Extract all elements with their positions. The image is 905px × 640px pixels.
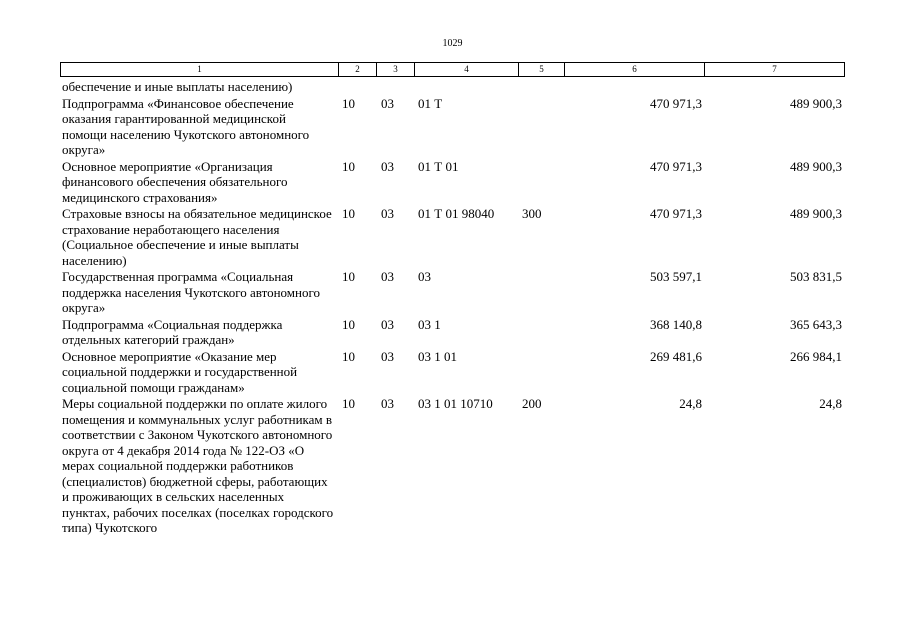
row-amount-2022: 470 971,3 xyxy=(650,206,702,221)
row-amount-2022: 24,8 xyxy=(679,396,702,411)
row-amount-2022: 470 971,3 xyxy=(650,95,702,111)
table-row xyxy=(60,96,844,159)
row-subsection xyxy=(376,79,414,96)
row-section: 10 xyxy=(342,269,355,284)
row-expense-type xyxy=(518,96,564,159)
row-amount-2023: 489 900,3 xyxy=(790,206,842,221)
row-name: Подпрограмма «Финансовое обеспечение оказания гарантированной медицинской помощи населению Чукотского автономного округа» xyxy=(62,95,310,157)
column-header-row xyxy=(61,63,845,77)
row-target-article: 01 Т 01 98040 xyxy=(418,206,495,221)
row-amount-2023: 24,8 xyxy=(819,396,842,411)
row-subsection: 03 xyxy=(381,396,394,411)
row-amount-2022: 368 140,8 xyxy=(650,316,702,332)
row-amount-2023: 489 900,3 xyxy=(790,95,842,111)
column-header-7: 7 xyxy=(705,63,845,77)
row-section: 10 xyxy=(342,206,355,221)
column-header-1: 1 xyxy=(61,63,339,77)
budget-table xyxy=(60,79,844,537)
row-subsection: 03 xyxy=(381,269,394,284)
table-row xyxy=(60,159,844,207)
row-expense-type xyxy=(518,269,564,317)
row-subsection: 03 xyxy=(381,95,394,111)
row-target-article: 03 1 xyxy=(418,316,441,332)
row-section: 10 xyxy=(342,95,355,111)
row-target-article: 01 Т 01 xyxy=(418,158,459,174)
table-row xyxy=(60,269,844,317)
row-expense-type xyxy=(518,159,564,207)
row-expense-type xyxy=(518,317,564,349)
row-subsection: 03 xyxy=(381,348,394,364)
row-target-article: 03 1 01 xyxy=(418,348,457,364)
table-row xyxy=(60,396,844,537)
row-amount-2023: 503 831,5 xyxy=(790,269,842,284)
column-header-4: 4 xyxy=(415,63,519,77)
row-amount-2023 xyxy=(704,79,844,96)
row-amount-2023: 365 643,3 xyxy=(790,316,842,332)
row-amount-2023: 489 900,3 xyxy=(790,158,842,174)
row-subsection: 03 xyxy=(381,206,394,221)
row-amount-2022: 470 971,3 xyxy=(650,158,702,174)
row-section xyxy=(338,79,376,96)
row-name: Основное мероприятие «Оказание мер социальной поддержки и государственной социальной помощи гражданам» xyxy=(62,348,298,395)
row-target-article xyxy=(414,79,518,96)
row-amount-2022: 269 481,6 xyxy=(650,348,702,364)
row-name: обеспечение и иные выплаты населению) xyxy=(62,79,293,94)
row-name: Подпрограмма «Социальная поддержка отдельных категорий граждан» xyxy=(62,316,283,347)
row-subsection: 03 xyxy=(381,316,394,332)
column-header-table xyxy=(60,62,845,77)
row-section: 10 xyxy=(342,348,355,364)
row-target-article: 01 Т xyxy=(418,95,443,111)
row-section: 10 xyxy=(342,316,355,332)
column-header-3: 3 xyxy=(377,63,415,77)
table-row xyxy=(60,206,844,269)
row-section: 10 xyxy=(342,396,355,411)
row-amount-2022 xyxy=(564,79,704,96)
row-amount-2023: 266 984,1 xyxy=(790,348,842,364)
row-subsection: 03 xyxy=(381,158,394,174)
row-target-article: 03 xyxy=(418,269,431,284)
row-name: Меры социальной поддержки по оплате жилого помещения и коммунальных услуг работникам в соответствии с Законом Чукотского автономного округа от 4 декабря 2014 года № 122-ОЗ «О мерах социальной поддержки работников (специалистов) бюджетной сферы, работающих и проживающих в сельских населенных пунктах, рабочих поселках (поселках городского типа) Чукотского xyxy=(62,396,334,535)
table-row xyxy=(60,79,844,96)
table-row xyxy=(60,349,844,397)
row-section: 10 xyxy=(342,158,355,174)
column-header-5: 5 xyxy=(519,63,565,77)
table-row xyxy=(60,317,844,349)
row-expense-type xyxy=(518,79,564,96)
column-header-6: 6 xyxy=(565,63,705,77)
row-name: Государственная программа «Социальная поддержка населения Чукотского автономного округа» xyxy=(62,269,320,315)
row-target-article: 03 1 01 10710 xyxy=(418,396,493,411)
row-name: Страховые взносы на обязательное медицинское страхование неработающего населения (Социальное обеспечение и иные выплаты населению) xyxy=(62,206,332,268)
column-header-2: 2 xyxy=(339,63,377,77)
row-expense-type: 200 xyxy=(522,396,542,411)
row-name: Основное мероприятие «Организация финансового обеспечения обязательного медицинского страхования» xyxy=(62,158,288,205)
row-expense-type: 300 xyxy=(522,206,542,221)
page-number: 1029 xyxy=(442,38,463,49)
row-expense-type xyxy=(518,349,564,397)
row-amount-2022: 503 597,1 xyxy=(650,269,702,284)
